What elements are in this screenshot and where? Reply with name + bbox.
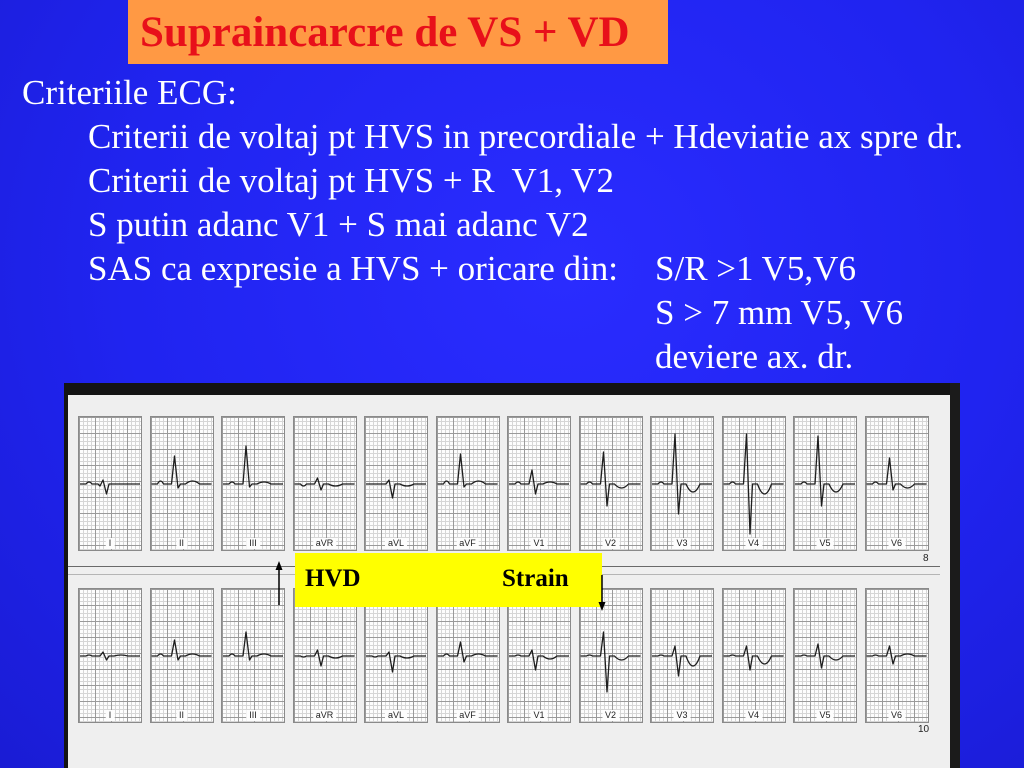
criteria-heading: Criteriile ECG: [22,73,237,112]
ecg-trace [438,642,498,662]
lead-label: II [176,538,187,549]
lead-label: V4 [745,710,762,721]
scan-edge [950,383,960,768]
ecg-trace [366,652,426,672]
lead-label: V6 [888,710,905,721]
lead-label: V4 [745,538,762,549]
ecg-trace [867,646,927,664]
lead-label: I [106,538,115,549]
ecg-trace [295,650,355,666]
ecg-trace [152,456,212,488]
ecg-trace [509,470,569,494]
ecg-trace [652,646,712,676]
ecg-trace [223,632,283,660]
criteria-item-4: SAS ca expresie a HVS + oricare din: [88,249,619,288]
callout-hvd: HVD [305,565,361,592]
lead-label: II [176,710,187,721]
lead-label: V5 [816,710,833,721]
ecg-trace [295,478,355,490]
callout-strain: Strain [502,565,569,592]
criteria-sub-item-1: S/R >1 V5,V6 [655,249,856,288]
criteria-sub-item-2: S > 7 mm V5, V6 [655,293,903,332]
ecg-trace [223,446,283,487]
strip-number-bottom: 10 [918,724,930,735]
lead-label: aVL [385,710,407,721]
criteria-item-1: Criterii de voltaj pt HVS in precordiale + Hdeviatie ax spre dr. [88,117,964,156]
lead-label: V2 [602,710,619,721]
lead-label: aVF [456,710,479,721]
callout-box [295,553,602,607]
strip-number-top: 8 [923,553,929,564]
ecg-trace [152,640,212,660]
ecg-trace [795,436,855,506]
ecg-trace [581,632,641,692]
lead-label: III [246,710,260,721]
lead-label: V1 [530,538,547,549]
lead-label: aVF [456,538,479,549]
ecg-trace [724,646,784,670]
ecg-trace [80,480,140,494]
slide-title: Supraincarcre de VS + VD [140,9,630,56]
title-box [128,0,668,64]
lead-label: V5 [816,538,833,549]
ecg-trace [867,458,927,490]
lead-label: aVL [385,538,407,549]
ecg-trace [509,650,569,670]
ecg-trace [652,434,712,514]
ecg-trace [80,652,140,660]
criteria-sub-item-3: deviere ax. dr. [655,337,854,376]
ecg-trace [724,434,784,534]
lead-label: aVR [313,538,337,549]
ecg-trace [366,480,426,498]
lead-label: V2 [602,538,619,549]
lead-label: V3 [673,538,690,549]
lead-label: V3 [673,710,690,721]
lead-label: V6 [888,538,905,549]
lead-label: I [106,710,115,721]
ecg-trace [795,644,855,668]
lead-label: aVR [313,710,337,721]
criteria-item-2: Criterii de voltaj pt HVS + R V1, V2 [88,161,614,200]
ecg-trace [581,452,641,506]
ecg-trace [438,454,498,487]
lead-label: III [246,538,260,549]
lead-label: V1 [530,710,547,721]
criteria-item-3: S putin adanc V1 + S mai adanc V2 [88,205,589,244]
